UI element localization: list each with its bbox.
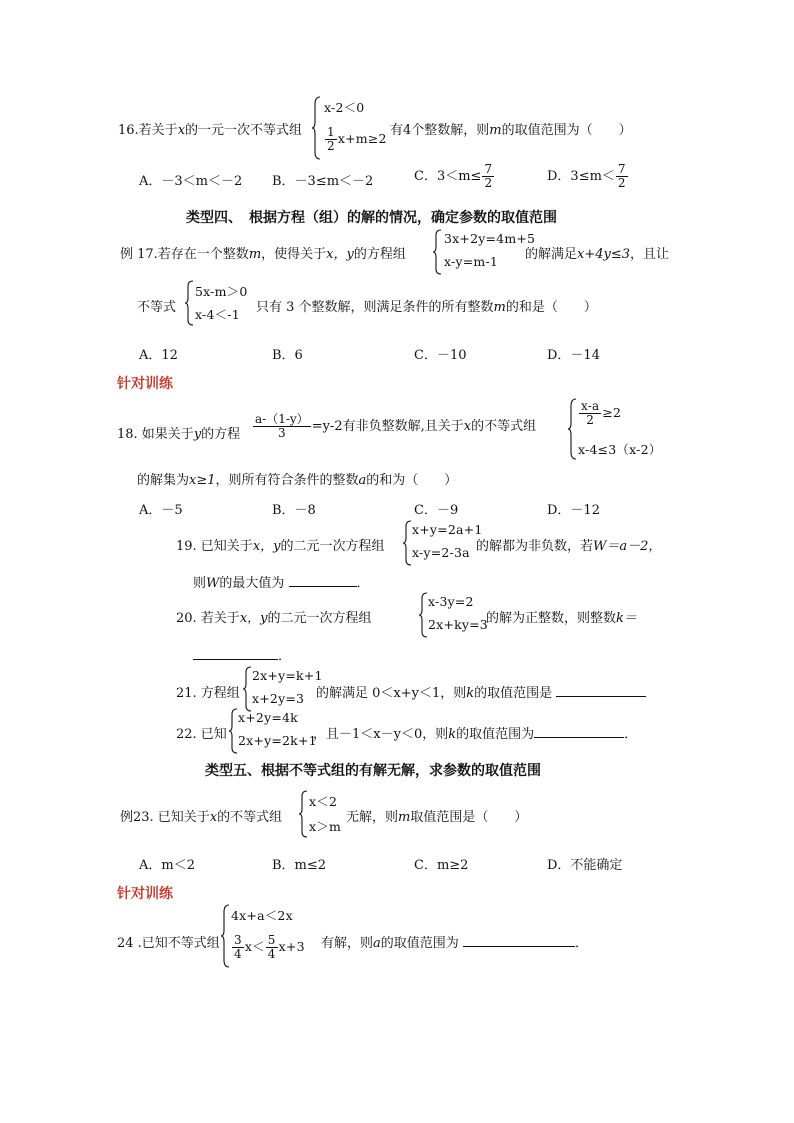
brace-icon: [402, 520, 412, 566]
q19-answer-blank[interactable]: [289, 574, 357, 587]
q18-equation: $\frac{a-(1-y)}{3}$ =y-2有非负整数解,且关于x的不等式组: [255, 412, 537, 440]
brace-icon: [184, 280, 194, 326]
q17-suffix: 的解满足x+4y≤3，且让: [525, 247, 670, 262]
q22-answer-blank[interactable]: [534, 725, 624, 738]
section-5-heading: 类型五、根据不等式组的有解无解，求参数的取值范围: [205, 763, 541, 779]
q18-prefix: 18. 如果关于y的方程: [117, 427, 241, 442]
q17-ineq-system: [184, 280, 264, 326]
training-label-2: 针对训练: [117, 886, 173, 902]
brace-icon: [432, 229, 442, 275]
brace-icon: [418, 592, 428, 638]
q18-ineq-system: [567, 398, 677, 460]
q24-system: [220, 904, 330, 968]
q23-eq1: x＜2: [309, 794, 338, 809]
q17-option-b[interactable]: B．6: [272, 348, 303, 363]
brace-icon: [220, 904, 230, 968]
q17-line2-prefix: 不等式: [137, 300, 177, 315]
q21-answer-blank[interactable]: [556, 684, 646, 697]
q16-eq1: x-2＜0: [324, 100, 365, 115]
q16-option-d[interactable]: D．3≤m＜ $\frac{7}{2}$: [547, 162, 626, 190]
q21-prefix: 21. 方程组: [176, 686, 240, 701]
q19-eq1: x+y=2a+1: [412, 522, 483, 537]
q24-eq2: $\frac{3}{4}$ x＜ $\frac{5}{4}$ x+3: [234, 933, 305, 961]
q19-eq2: x-y=2-3a: [412, 545, 470, 560]
q18-ineq2: x-4≤3（x-2）: [578, 442, 662, 457]
q22-eq2: 2x+y=2k+1: [238, 733, 317, 748]
q21-system: [242, 666, 322, 712]
q23-option-d[interactable]: D．不能确定: [547, 858, 623, 873]
section-4-heading: 类型四、 根据方程（组）的解的情况，确定参数的取值范围: [186, 210, 557, 226]
brace-icon: [298, 790, 308, 838]
q17-system: [432, 229, 536, 275]
q16-option-a[interactable]: A．－3＜m＜－2: [139, 174, 243, 189]
q18-option-b[interactable]: B．－8: [272, 503, 316, 518]
brace-icon: [567, 398, 577, 460]
q17-prefix: 例 17.若存在一个整数m，使得关于x，y的方程组: [120, 247, 406, 262]
q23-option-a[interactable]: A．m＜2: [139, 858, 195, 873]
q23-option-c[interactable]: C．m≥2: [414, 858, 469, 873]
q24-suffix: 有解，则a的取值范围为 ．: [321, 936, 588, 951]
q20-suffix: 的解为正整数，则整数k＝: [486, 611, 637, 626]
q18-option-a[interactable]: A．－5: [139, 503, 183, 518]
q16-suffix: 有4个整数解，则m的取值范围为（ ）: [390, 123, 632, 138]
q23-option-b[interactable]: B．m≤2: [272, 858, 327, 873]
q21-eq1: 2x+y=k+1: [252, 668, 323, 683]
q17-option-d[interactable]: D．－14: [547, 348, 600, 363]
q17-option-a[interactable]: A．12: [139, 348, 178, 363]
q18-ineq1: $\frac{x-a}{2}$ ≥2: [581, 399, 622, 427]
q16-option-b[interactable]: B．－3≤m＜－2: [272, 174, 374, 189]
brace-icon: [228, 708, 238, 754]
q23-suffix: 无解，则m取值范围是（ ）: [346, 810, 528, 825]
q19-line2: 则W的最大值为 ．: [193, 576, 370, 591]
q18-option-d[interactable]: D．－12: [547, 503, 600, 518]
brace-icon: [311, 96, 321, 160]
q20-eq1: x-3y=2: [428, 594, 474, 609]
q17-ineq2: x-4＜-1: [195, 307, 240, 322]
training-label-1: 针对训练: [117, 376, 173, 392]
q17-eq2: x-y=m-1: [444, 254, 499, 269]
q19-prefix: 19. 已知关于x，y的二元一次方程组: [176, 539, 385, 554]
q23-eq2: x＞m: [309, 819, 342, 834]
q18-option-c[interactable]: C．－9: [414, 503, 459, 518]
brace-icon: [242, 666, 252, 712]
q17-option-c[interactable]: C．－10: [414, 348, 467, 363]
q16-eq2: $\frac{1}{2}$ x+m≥2: [327, 125, 387, 153]
q24-answer-blank[interactable]: [463, 934, 575, 947]
q19-suffix: 的解都为非负数，若W＝a－2，: [476, 539, 662, 554]
q20-eq2: 2x+ky=3: [428, 617, 488, 632]
q22-suffix: ，且－1＜x－y＜0，则k的取值范围为 ．: [313, 727, 638, 742]
q22-eq1: x+2y=4k: [238, 710, 298, 725]
q17-eq1: 3x+2y=4m+5: [444, 231, 536, 246]
q21-eq2: x+2y=3: [252, 691, 305, 706]
q16-option-c[interactable]: C．3＜m≤ $\frac{7}{2}$: [414, 162, 493, 190]
q19-system: [402, 520, 482, 566]
q21-suffix: 的解满足 0＜x+y＜1，则k的取值范围是: [316, 682, 646, 701]
q24-prefix: 24 .已知不等式组: [117, 936, 220, 951]
q17-ineq1: 5x-m＞0: [195, 284, 248, 299]
q20-line2: ．: [193, 645, 291, 664]
q22-prefix: 22. 已知: [176, 727, 227, 742]
q23-prefix: 例23. 已知关于x的不等式组: [120, 810, 283, 825]
q20-prefix: 20. 若关于x，y的二元一次方程组: [176, 611, 372, 626]
q16-prefix: 16.若关于x的一元一次不等式组: [118, 123, 303, 138]
q20-answer-blank[interactable]: [193, 647, 278, 660]
q18-line2: 的解集为x≥1，则所有符合条件的整数a的和为（ ）: [137, 473, 458, 488]
q16-system: [311, 96, 393, 160]
q22-system: [228, 708, 318, 754]
q17-line2-suffix: 只有 3 个整数解，则满足条件的所有整数m的和是（ ）: [256, 300, 597, 315]
q24-eq1: 4x+a＜2x: [231, 908, 293, 923]
